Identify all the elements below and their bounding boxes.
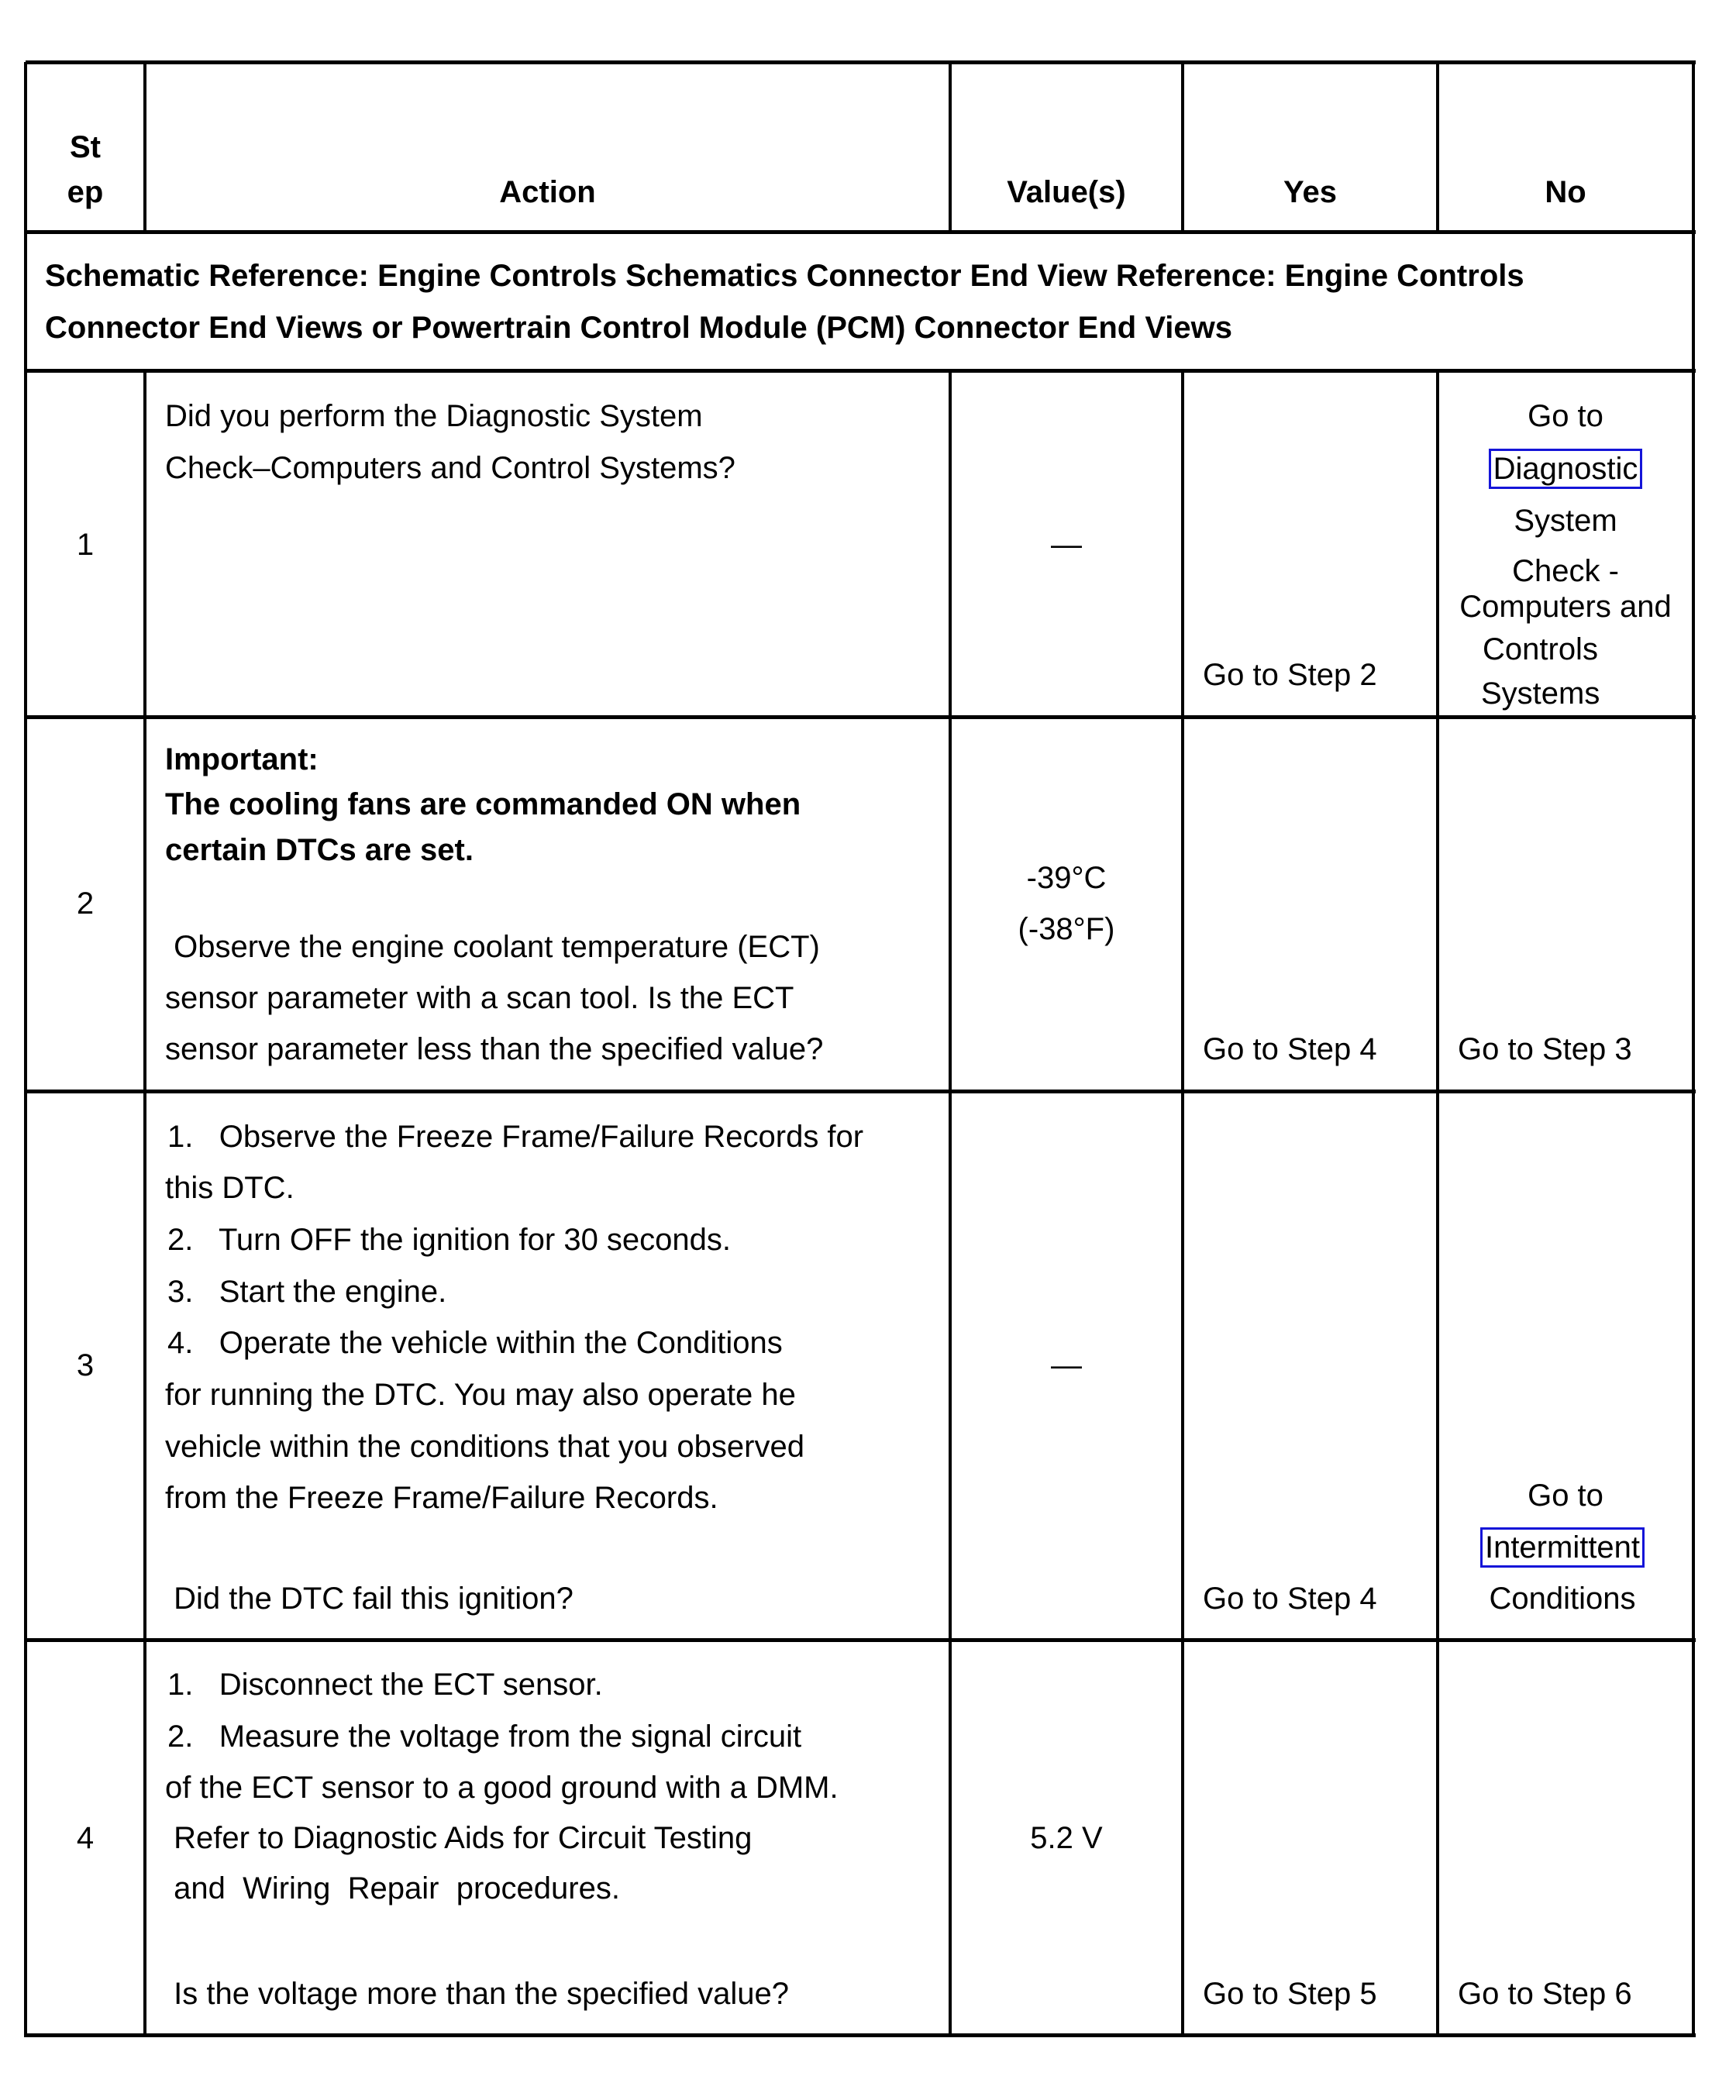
intermittent-conditions-link[interactable]: Intermittent bbox=[1484, 1530, 1641, 1565]
action-text: vehicle within the conditions that you observed bbox=[165, 1430, 804, 1464]
yes-action[interactable]: Go to Step 5 bbox=[1203, 1977, 1377, 2011]
col-divider-values-body bbox=[1181, 370, 1184, 2036]
no-action-text: Systems bbox=[1481, 676, 1600, 711]
value-text: — bbox=[1051, 1348, 1082, 1382]
no-action-text: Computers and bbox=[1459, 590, 1672, 624]
table-left-border bbox=[24, 62, 27, 2037]
action-question: Is the voltage more than the specified value? bbox=[165, 1977, 789, 2011]
no-action-link-wrap bbox=[1439, 450, 1692, 487]
row3-bottom-border bbox=[26, 1638, 1696, 1642]
yes-action[interactable]: Go to Step 4 bbox=[1203, 1582, 1377, 1616]
action-text: Observe the engine coolant temperature (ECT) bbox=[165, 930, 820, 964]
col-divider-action-body bbox=[949, 370, 952, 2036]
action-text: 1. Observe the Freeze Frame/Failure Records for bbox=[167, 1120, 864, 1154]
no-action-text: Controls bbox=[1483, 632, 1598, 666]
col-divider-step-body bbox=[143, 370, 146, 2036]
reference-bottom-border bbox=[26, 369, 1696, 373]
no-action[interactable]: Go to Step 6 bbox=[1458, 1977, 1632, 2011]
row1-bottom-border bbox=[26, 715, 1696, 719]
action-text: and Wiring Repair procedures. bbox=[165, 1871, 620, 1905]
action-text: this DTC. bbox=[165, 1171, 294, 1205]
action-text: of the ECT sensor to a good ground with a DMM. bbox=[165, 1771, 839, 1805]
header-action: Action bbox=[499, 175, 596, 209]
action-text: 1. Disconnect the ECT sensor. bbox=[167, 1668, 603, 1702]
action-text: 2. Measure the voltage from the signal circuit bbox=[167, 1720, 802, 1754]
header-step-cont: ep bbox=[67, 175, 104, 209]
yes-action[interactable]: Go to Step 2 bbox=[1203, 658, 1377, 692]
step-number: 3 bbox=[76, 1348, 95, 1382]
action-text: 4. Operate the vehicle within the Conditions bbox=[167, 1326, 783, 1360]
no-action-text: System bbox=[1514, 504, 1617, 538]
no-action-text: Conditions bbox=[1489, 1582, 1636, 1616]
important-text: The cooling fans are commanded ON when bbox=[165, 787, 801, 821]
step-number: 2 bbox=[76, 886, 95, 921]
step-number: 4 bbox=[76, 1821, 95, 1855]
diagnostic-system-check-link[interactable]: Diagnostic bbox=[1493, 452, 1638, 486]
action-question: Did the DTC fail this ignition? bbox=[165, 1582, 574, 1616]
value-text: 5.2 V bbox=[1030, 1821, 1103, 1855]
important-text: certain DTCs are set. bbox=[165, 833, 474, 867]
table-bottom-border bbox=[26, 2033, 1696, 2037]
schematic-reference-line2: Connector End Views or Powertrain Control Module (PCM) Connector End Views bbox=[45, 311, 1232, 345]
action-text: 3. Start the engine. bbox=[167, 1275, 447, 1309]
value-text: (-38°F) bbox=[1018, 912, 1115, 946]
action-text: from the Freeze Frame/Failure Records. bbox=[165, 1481, 718, 1515]
header-yes: Yes bbox=[1283, 175, 1337, 209]
no-action-prefix: Go to bbox=[1528, 1479, 1603, 1513]
action-text: Did you perform the Diagnostic System bbox=[165, 399, 703, 433]
important-label: Important: bbox=[165, 742, 319, 776]
action-text: for running the DTC. You may also operate he bbox=[165, 1378, 796, 1412]
action-text: sensor parameter with a scan tool. Is the ECT bbox=[165, 981, 794, 1015]
table-right-border bbox=[1692, 62, 1695, 2037]
value-text: -39°C bbox=[1026, 861, 1107, 895]
schematic-reference-line1: Schematic Reference: Engine Controls Schematics Connector End View Reference: Engine Controls bbox=[45, 259, 1524, 293]
row2-bottom-border bbox=[26, 1090, 1696, 1093]
header-bottom-border bbox=[26, 230, 1696, 234]
header-values: Value(s) bbox=[1007, 175, 1126, 209]
action-text: Check–Computers and Control Systems? bbox=[165, 451, 735, 485]
no-action[interactable]: Go to Step 3 bbox=[1458, 1032, 1632, 1066]
action-text: 2. Turn OFF the ignition for 30 seconds. bbox=[167, 1223, 732, 1257]
action-text: Refer to Diagnostic Aids for Circuit Testing bbox=[165, 1821, 753, 1855]
header-step: St bbox=[70, 130, 101, 164]
step-number: 1 bbox=[76, 528, 95, 562]
no-action-link-wrap bbox=[1439, 1529, 1686, 1566]
no-action-text: Check - bbox=[1512, 554, 1619, 588]
action-text: sensor parameter less than the specified value? bbox=[165, 1032, 824, 1066]
no-action-prefix: Go to bbox=[1528, 399, 1603, 433]
header-no: No bbox=[1545, 175, 1586, 209]
table-top-border bbox=[26, 60, 1696, 64]
yes-action[interactable]: Go to Step 4 bbox=[1203, 1032, 1377, 1066]
value-text: — bbox=[1051, 528, 1082, 562]
